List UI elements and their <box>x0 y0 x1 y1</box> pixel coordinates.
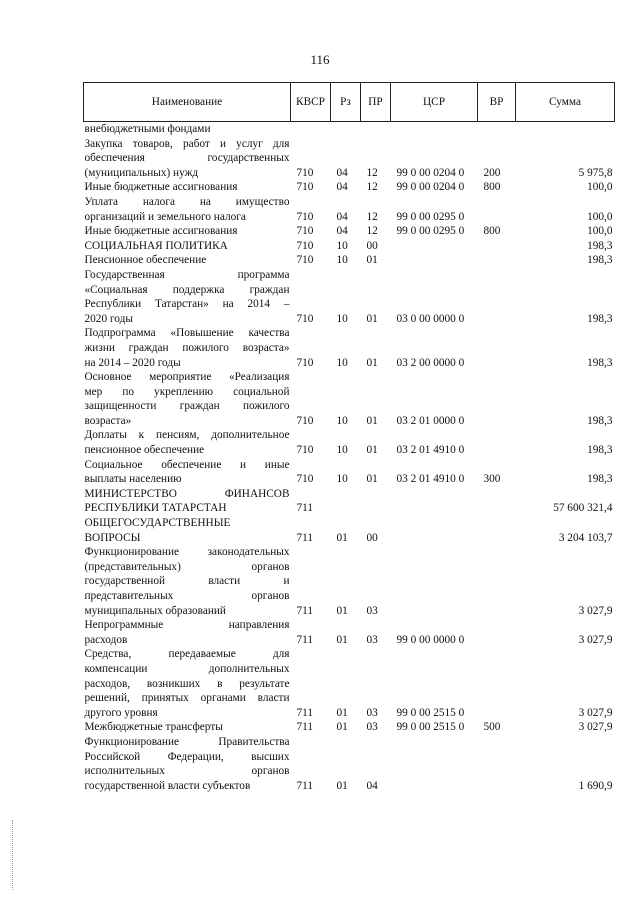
row-name-line: решений, принятых органами власти <box>84 692 290 705</box>
row-kvsr: 710 <box>296 239 314 252</box>
row-name-line: жизни граждан пожилого возраста» <box>84 341 290 354</box>
row-sum: 198,3 <box>587 239 613 252</box>
row-kvsr: 710 <box>296 166 314 179</box>
row-csr <box>391 735 478 793</box>
row-rz: 01 <box>336 633 348 646</box>
table-row <box>84 735 615 793</box>
row-name-line: другого уровня <box>84 706 158 719</box>
table-row <box>84 370 615 428</box>
table-row <box>84 224 615 239</box>
row-vr <box>478 487 516 516</box>
row-kvsr: 711 <box>296 706 314 719</box>
row-vr <box>478 253 516 268</box>
row-rz: 10 <box>336 312 348 325</box>
row-name <box>84 224 291 239</box>
table-row <box>84 618 615 647</box>
row-name-line: на 2014 – 2020 годы <box>84 356 181 369</box>
table-row <box>84 487 615 516</box>
table-row <box>84 720 615 735</box>
row-name <box>84 735 291 793</box>
row-name-line: Социальное обеспечение и иные <box>84 458 290 471</box>
row-pr: 03 <box>366 706 378 719</box>
row-vr: 800 <box>483 225 501 238</box>
row-name-line: муниципальных образований <box>84 604 226 617</box>
row-name-line: 2020 годы <box>84 312 133 325</box>
page-number: 116 <box>310 52 330 67</box>
header-rz: Рз <box>331 83 361 122</box>
row-name <box>84 428 291 457</box>
row-vr <box>478 326 516 370</box>
row-name-line: защищенности граждан пожилого <box>84 400 290 413</box>
table-row <box>84 326 615 370</box>
row-sum: 198,3 <box>587 356 613 369</box>
row-rz: 04 <box>336 210 348 223</box>
table-row <box>84 195 615 224</box>
row-name-line: Функционирование законодательных <box>84 546 290 559</box>
row-pr: 01 <box>366 356 378 369</box>
row-pr: 01 <box>366 444 378 457</box>
row-vr: 300 <box>483 473 501 486</box>
row-csr: 99 0 00 2515 0 <box>396 706 465 719</box>
row-sum: 5 975,8 <box>578 166 613 179</box>
row-kvsr: 710 <box>296 414 314 427</box>
row-kvsr: 711 <box>296 633 314 646</box>
row-name-line: «Социальная поддержка граждан <box>84 283 290 296</box>
header-pr: ПР <box>361 83 391 122</box>
row-name-line: Межбюджетные трансферты <box>84 721 223 734</box>
budget-table <box>83 82 615 793</box>
row-rz: 01 <box>336 706 348 719</box>
row-kvsr <box>291 122 331 137</box>
row-pr: 12 <box>366 225 378 238</box>
row-sum: 198,3 <box>587 444 613 457</box>
row-name-line: Функционирование Правительства <box>84 735 290 748</box>
row-name-line: Иные бюджетные ассигнования <box>84 225 238 238</box>
row-name <box>84 268 291 326</box>
row-name-line: Иные бюджетные ассигнования <box>84 181 238 194</box>
row-name <box>84 516 291 545</box>
row-vr: 200 <box>483 166 501 179</box>
row-sum: 57 600 321,4 <box>553 502 613 515</box>
row-name-line: (муниципальных) нужд <box>84 166 199 179</box>
table-row <box>84 180 615 195</box>
row-name <box>84 487 291 516</box>
row-name <box>84 195 291 224</box>
row-rz: 10 <box>336 473 348 486</box>
table-row <box>84 122 615 137</box>
row-pr: 01 <box>366 414 378 427</box>
header-vr: ВР <box>478 83 516 122</box>
row-kvsr: 711 <box>296 779 314 792</box>
row-name-line: возраста» <box>84 414 132 427</box>
row-rz <box>331 122 361 137</box>
row-pr: 12 <box>366 166 378 179</box>
row-sum: 3 204 103,7 <box>558 531 613 544</box>
row-name-line: компенсации дополнительных <box>84 662 290 675</box>
row-pr: 04 <box>366 779 378 792</box>
row-vr <box>478 370 516 428</box>
row-name-line: Доплаты к пенсиям, дополнительное <box>84 429 290 442</box>
row-csr: 03 2 01 0000 0 <box>396 414 465 427</box>
row-name <box>84 720 291 735</box>
row-pr: 01 <box>366 254 378 267</box>
row-csr: 03 2 01 4910 0 <box>396 444 465 457</box>
row-csr <box>391 516 478 545</box>
row-name-line: мер по укреплению социальной <box>84 385 290 398</box>
header-sum: Сумма <box>516 83 615 122</box>
table-row <box>84 545 615 618</box>
row-pr: 01 <box>366 473 378 486</box>
row-sum: 100,0 <box>587 225 613 238</box>
row-rz: 04 <box>336 181 348 194</box>
row-name <box>84 370 291 428</box>
table-row <box>84 516 615 545</box>
table-row <box>84 428 615 457</box>
row-sum: 1 690,9 <box>578 779 613 792</box>
row-pr: 03 <box>366 633 378 646</box>
row-kvsr: 711 <box>296 502 314 515</box>
row-pr: 12 <box>366 181 378 194</box>
row-kvsr: 710 <box>296 356 314 369</box>
row-name-line: Основное мероприятие «Реализация <box>84 371 290 384</box>
row-sum: 198,3 <box>587 473 613 486</box>
row-name-line: внебюджетными фондами <box>84 123 211 135</box>
row-sum: 198,3 <box>587 414 613 427</box>
row-pr <box>361 122 391 137</box>
header-kvsr: КВСР <box>291 83 331 122</box>
row-name <box>84 545 291 618</box>
row-vr <box>478 268 516 326</box>
row-name <box>84 180 291 195</box>
row-name-line: Республики Татарстан» на 2014 – <box>84 298 290 311</box>
row-csr <box>391 253 478 268</box>
row-csr <box>391 239 478 254</box>
row-name <box>84 137 291 181</box>
row-vr <box>478 516 516 545</box>
row-name-line: расходов <box>84 633 128 646</box>
row-rz: 10 <box>336 356 348 369</box>
row-rz: 10 <box>336 414 348 427</box>
row-name-line: Уплата налога на имущество <box>84 195 290 208</box>
row-name-line: Пенсионное обеспечение <box>84 254 207 267</box>
row-kvsr: 710 <box>296 473 314 486</box>
row-csr: 99 0 00 2515 0 <box>396 721 465 734</box>
table-row <box>84 647 615 720</box>
row-rz: 01 <box>336 604 348 617</box>
row-csr: 03 0 00 0000 0 <box>396 312 465 325</box>
row-name-line: организаций и земельного налога <box>84 210 246 223</box>
row-sum: 3 027,9 <box>578 633 613 646</box>
row-csr: 03 2 00 0000 0 <box>396 356 465 369</box>
row-kvsr: 711 <box>296 721 314 734</box>
row-name-line: представительных органов <box>84 590 290 602</box>
row-name <box>84 122 291 137</box>
row-kvsr: 710 <box>296 225 314 238</box>
row-name-line: пенсионное обеспечение <box>84 444 205 457</box>
row-rz: 10 <box>336 444 348 457</box>
row-sum: 198,3 <box>587 254 613 267</box>
row-rz: 10 <box>336 239 348 252</box>
row-name-line: исполнительных органов <box>84 765 290 778</box>
row-pr: 00 <box>366 531 378 544</box>
table-row <box>84 253 615 268</box>
table-body <box>84 122 615 794</box>
row-csr: 03 2 01 4910 0 <box>396 473 465 486</box>
row-sum: 3 027,9 <box>578 721 613 734</box>
row-rz: 04 <box>336 225 348 238</box>
row-name-line: МИНИСТЕРСТВО ФИНАНСОВ <box>84 487 290 500</box>
row-csr: 99 0 00 0204 0 <box>396 181 465 194</box>
table-row <box>84 137 615 181</box>
row-name-line: государственной власти и <box>84 575 290 588</box>
row-rz: 01 <box>336 531 348 544</box>
row-vr <box>478 545 516 618</box>
row-name-line: ОБЩЕГОСУДАРСТВЕННЫЕ <box>84 517 231 530</box>
header-name: Наименование <box>84 83 291 122</box>
row-csr: 99 0 00 0295 0 <box>396 225 465 238</box>
row-sum: 3 027,9 <box>578 604 613 617</box>
row-csr <box>391 545 478 618</box>
row-csr: 99 0 00 0000 0 <box>396 633 465 646</box>
row-name-line: Государственная программа <box>84 268 290 281</box>
row-kvsr: 710 <box>296 312 314 325</box>
row-name <box>84 647 291 720</box>
row-pr: 03 <box>366 721 378 734</box>
row-kvsr: 710 <box>296 444 314 457</box>
row-vr <box>478 428 516 457</box>
row-rz: 04 <box>336 166 348 179</box>
row-kvsr: 711 <box>296 604 314 617</box>
row-name-line: Подпрограмма «Повышение качества <box>84 327 290 340</box>
row-sum: 3 027,9 <box>578 706 613 719</box>
row-vr <box>478 239 516 254</box>
table-row <box>84 268 615 326</box>
row-name-line: государственной власти субъектов <box>84 779 251 792</box>
row-vr <box>478 122 516 137</box>
row-pr: 03 <box>366 604 378 617</box>
row-name-line: (представительных) органов <box>84 560 290 573</box>
row-pr: 12 <box>366 210 378 223</box>
row-csr <box>391 122 478 137</box>
row-name-line: Средства, передаваемые для <box>84 648 290 661</box>
row-rz: 01 <box>336 721 348 734</box>
row-name-line: ВОПРОСЫ <box>84 531 141 544</box>
row-name-line: РЕСПУБЛИКИ ТАТАРСТАН <box>84 502 227 515</box>
row-kvsr: 711 <box>296 531 314 544</box>
row-vr: 500 <box>483 721 501 734</box>
row-vr: 800 <box>483 181 501 194</box>
row-pr <box>361 487 391 516</box>
row-rz: 01 <box>336 779 348 792</box>
row-pr: 00 <box>366 239 378 252</box>
row-name-line: расходов, возникших в результате <box>84 677 290 690</box>
row-sum: 100,0 <box>587 181 613 194</box>
row-pr: 01 <box>366 312 378 325</box>
row-name <box>84 326 291 370</box>
row-csr: 99 0 00 0204 0 <box>396 166 465 179</box>
row-name-line: Российской Федерации, высших <box>84 750 290 763</box>
row-vr <box>478 195 516 224</box>
table-header-row <box>84 83 615 122</box>
row-sum: 198,3 <box>587 312 613 325</box>
row-name <box>84 253 291 268</box>
row-name-line: Закупка товаров, работ и услуг для <box>84 137 290 150</box>
row-rz: 10 <box>336 254 348 267</box>
row-name <box>84 239 291 254</box>
row-vr <box>478 735 516 793</box>
row-csr: 99 0 00 0295 0 <box>396 210 465 223</box>
row-kvsr: 710 <box>296 210 314 223</box>
margin-mark <box>12 820 15 890</box>
row-name-line: Непрограммные направления <box>84 619 290 632</box>
table-row <box>84 458 615 487</box>
row-vr <box>478 647 516 720</box>
row-name-line: обеспечения государственных <box>84 152 290 165</box>
row-name-line: СОЦИАЛЬНАЯ ПОЛИТИКА <box>84 239 228 252</box>
row-name <box>84 618 291 647</box>
row-vr <box>478 618 516 647</box>
row-rz <box>331 487 361 516</box>
row-kvsr: 710 <box>296 254 314 267</box>
row-kvsr: 710 <box>296 181 314 194</box>
row-csr <box>391 487 478 516</box>
row-name <box>84 458 291 487</box>
row-sum: 100,0 <box>587 210 613 223</box>
row-sum <box>516 122 615 137</box>
table-row <box>84 239 615 254</box>
header-csr: ЦСР <box>391 83 478 122</box>
row-name-line: выплаты населению <box>84 473 182 486</box>
